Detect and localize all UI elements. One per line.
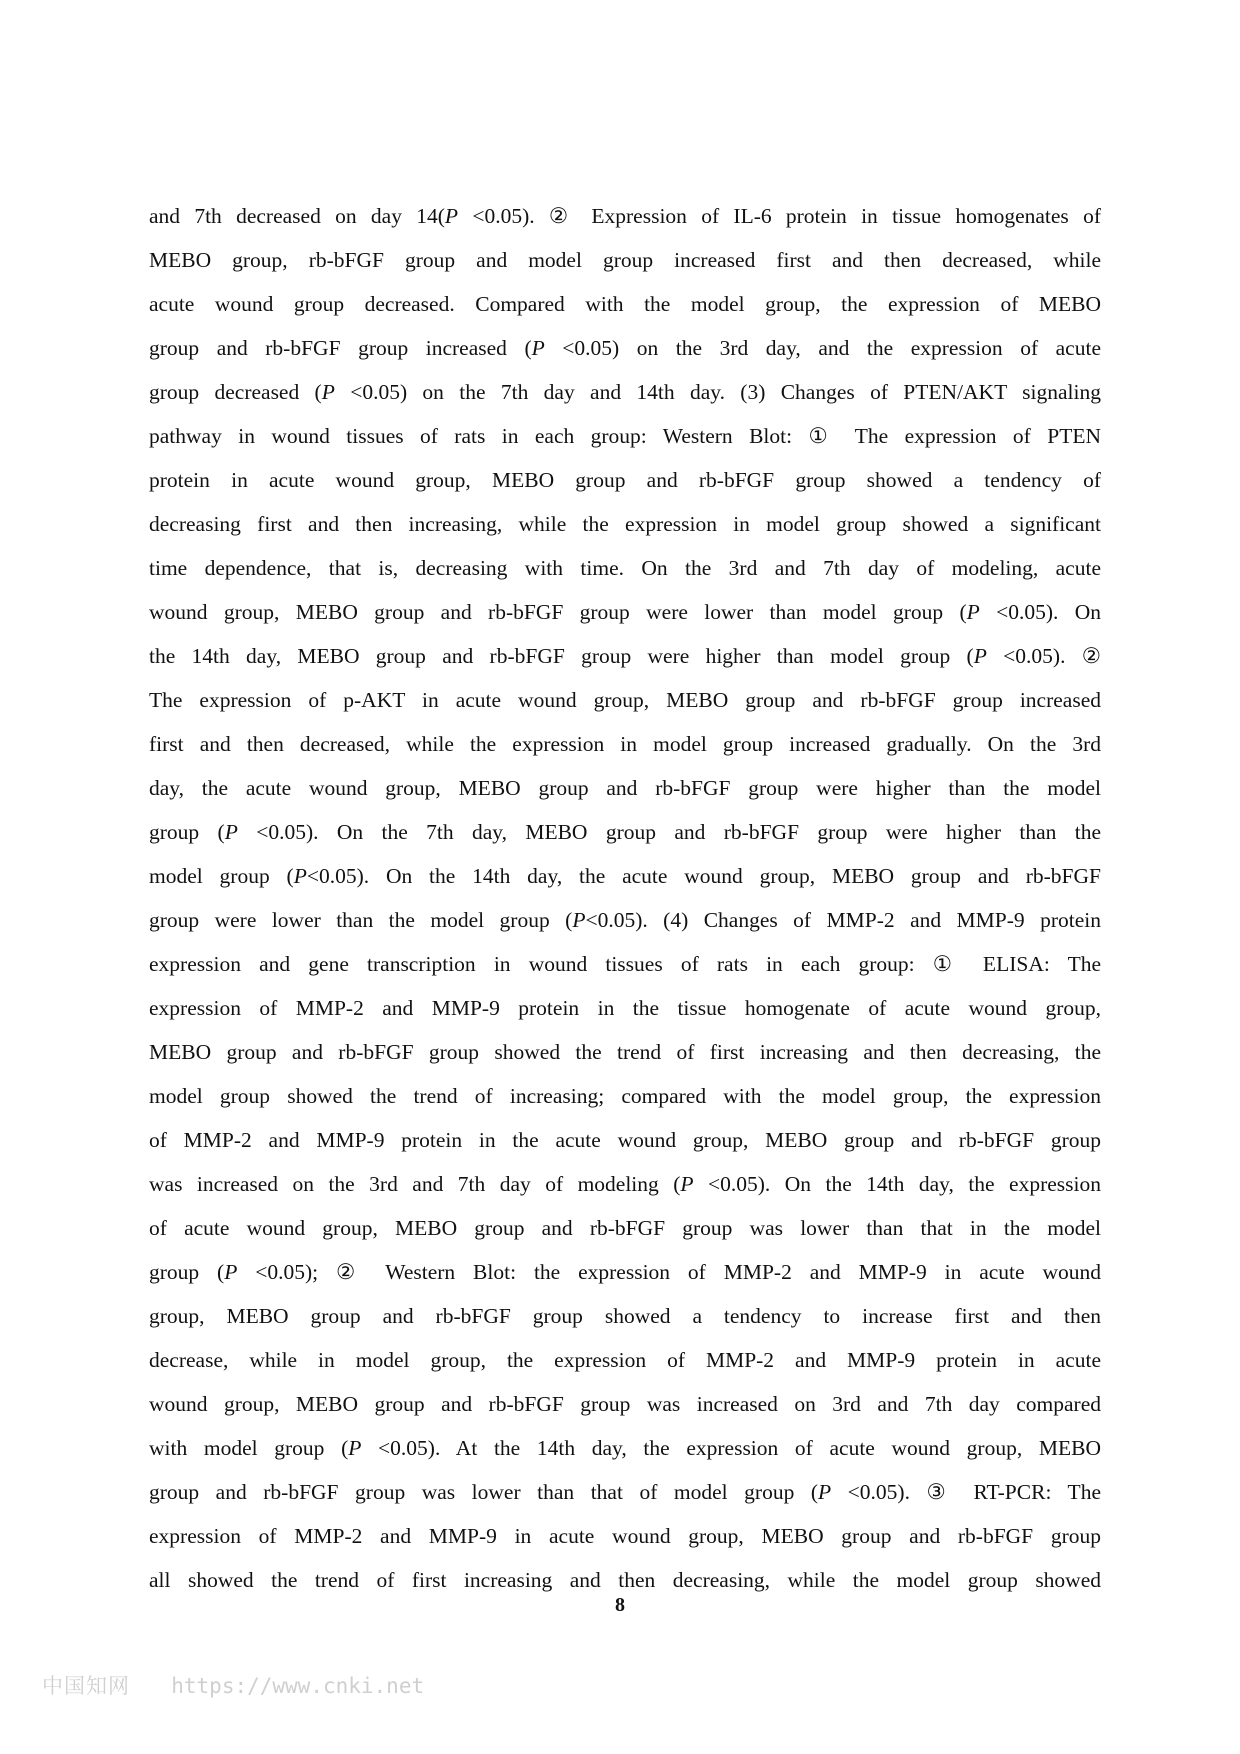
text-line: pathway in wound tissues of rats in each group: Western Blot: ① The expression of PTEN	[149, 424, 1101, 448]
text-line: group (P <0.05). On the 7th day, MEBO group and rb-bFGF group were higher than the	[149, 820, 1101, 844]
text-line: with model group (P <0.05). At the 14th day, the expression of acute wound group, MEBO	[149, 1436, 1101, 1460]
text-line: time dependence, that is, decreasing with time. On the 3rd and 7th day of modeling, acute	[149, 556, 1101, 580]
text-line: model group showed the trend of increasing; compared with the model group, the expression	[149, 1084, 1101, 1108]
text-line: group and rb-bFGF group was lower than that of model group (P <0.05). ③ RT-PCR: The	[149, 1480, 1101, 1504]
text-line: was increased on the 3rd and 7th day of modeling (P <0.05). On the 14th day, the expression	[149, 1172, 1101, 1196]
text-line: of MMP-2 and MMP-9 protein in the acute wound group, MEBO group and rb-bFGF group	[149, 1128, 1101, 1152]
text-line: protein in acute wound group, MEBO group and rb-bFGF group showed a tendency of	[149, 468, 1101, 492]
text-line: wound group, MEBO group and rb-bFGF group was increased on 3rd and 7th day compared	[149, 1392, 1101, 1416]
text-line: expression and gene transcription in wound tissues of rats in each group: ① ELISA: The	[149, 952, 1101, 976]
text-line: the 14th day, MEBO group and rb-bFGF group were higher than model group (P <0.05). ②	[149, 644, 1101, 668]
text-line: group were lower than the model group (P<0.05). (4) Changes of MMP-2 and MMP-9 protein	[149, 908, 1101, 932]
text-line: group and rb-bFGF group increased (P <0.05) on the 3rd day, and the expression of acute	[149, 336, 1101, 360]
text-line: group, MEBO group and rb-bFGF group showed a tendency to increase first and then	[149, 1304, 1101, 1328]
text-line: model group (P<0.05). On the 14th day, the acute wound group, MEBO group and rb-bFGF	[149, 864, 1101, 888]
text-line: wound group, MEBO group and rb-bFGF group were lower than model group (P <0.05). On	[149, 600, 1101, 624]
cnki-watermark	[42, 1672, 424, 1700]
text-line: group (P <0.05); ② Western Blot: the expression of MMP-2 and MMP-9 in acute wound	[149, 1260, 1101, 1284]
text-line: The expression of p-AKT in acute wound group, MEBO group and rb-bFGF group increased	[149, 688, 1101, 712]
text-line: all showed the trend of first increasing and then decreasing, while the model group showed	[149, 1568, 1101, 1592]
text-line: decrease, while in model group, the expression of MMP-2 and MMP-9 protein in acute	[149, 1348, 1101, 1372]
text-line: of acute wound group, MEBO group and rb-bFGF group was lower than that in the model	[149, 1216, 1101, 1240]
text-line: first and then decreased, while the expression in model group increased gradually. On the 3rd	[149, 732, 1101, 756]
watermark-url: https://www.cnki.net	[171, 1674, 425, 1698]
text-line: expression of MMP-2 and MMP-9 in acute wound group, MEBO group and rb-bFGF group	[149, 1524, 1101, 1548]
watermark-logo: 中国知网	[42, 1674, 130, 1698]
text-line: day, the acute wound group, MEBO group and rb-bFGF group were higher than the model	[149, 776, 1101, 800]
text-line: and 7th decreased on day 14(P <0.05). ② Expression of IL-6 protein in tissue homogenates of	[149, 204, 1101, 228]
text-line: acute wound group decreased. Compared with the model group, the expression of MEBO	[149, 292, 1101, 316]
text-line: group decreased (P <0.05) on the 7th day and 14th day. (3) Changes of PTEN/AKT signaling	[149, 380, 1101, 404]
text-line: expression of MMP-2 and MMP-9 protein in the tissue homogenate of acute wound group,	[149, 996, 1101, 1020]
page-number: 8	[615, 1594, 625, 1616]
text-line: decreasing first and then increasing, while the expression in model group showed a significant	[149, 512, 1101, 536]
text-line: MEBO group and rb-bFGF group showed the trend of first increasing and then decreasing, the	[149, 1040, 1101, 1064]
body-text	[149, 194, 1101, 1602]
text-line: MEBO group, rb-bFGF group and model group increased first and then decreased, while	[149, 248, 1101, 272]
